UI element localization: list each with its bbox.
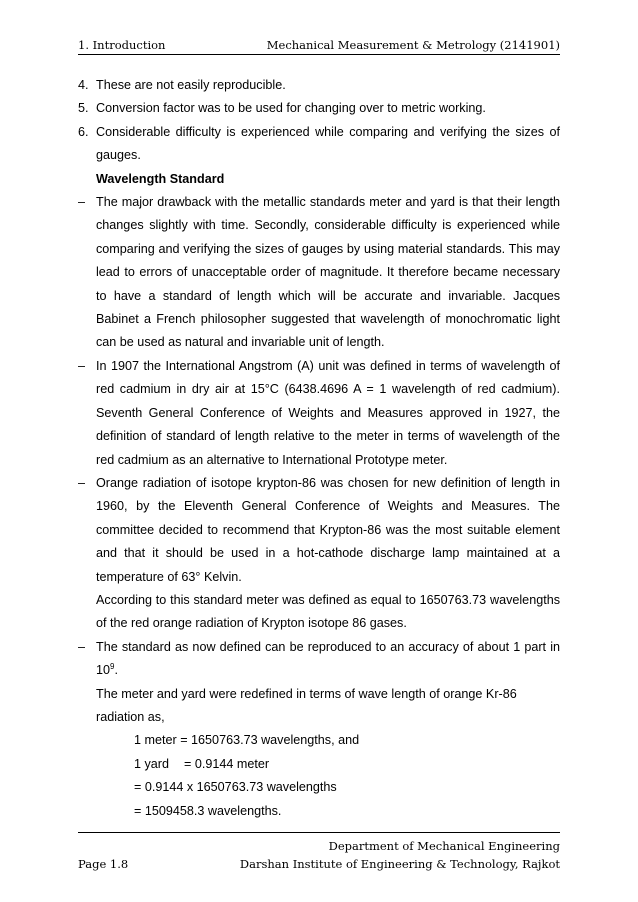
bullet-item: [78, 636, 560, 683]
dash-bullet-icon: –: [78, 358, 86, 373]
page-number: Page 1.8: [78, 857, 129, 871]
equation-yard-label: 1 yard: [134, 756, 170, 771]
dash-bullet-icon: –: [78, 475, 86, 490]
accuracy-exponent: 9: [110, 661, 115, 671]
bullet-text: In 1907 the International Angstrom (A) unit was defined in terms of wavelength of red cadmium in dry air at 15°C (6438.4696 A = 1 wavelength of red cadmium). Seventh General Conference of Weights and Measures approved in 1927, the definition of standard of length relative to the meter in terms of wavelength of the red cadmium as an alternative to International Prototype meter.: [96, 358, 560, 467]
dash-bullet-icon: –: [78, 639, 86, 654]
bullet-item: [78, 191, 560, 355]
list-number: 5.: [78, 101, 89, 116]
list-item: [78, 97, 560, 120]
list-item: [78, 121, 560, 168]
page-footer: [78, 832, 560, 873]
equation-meter: 1 meter = 1650763.73 wavelengths, and: [134, 733, 360, 748]
accuracy-text-end: .: [114, 663, 118, 678]
bullet-text: [96, 636, 560, 683]
equation-yard-value: = 0.9144 meter: [184, 756, 270, 771]
equation-result: = 1509458.3 wavelengths.: [134, 803, 282, 818]
list-number: 4.: [78, 78, 89, 92]
department-name: Department of Mechanical Engineering: [328, 839, 560, 853]
section-heading: Wavelength Standard: [96, 171, 225, 186]
bullet-item: [78, 355, 560, 472]
continuation-paragraph: According to this standard meter was defined as equal to 1650763.73 wavelengths of the red orange radiation of Krypton isotope 86 gases.: [96, 592, 560, 631]
dash-bullet-icon: –: [78, 195, 86, 210]
equation-yard: [78, 753, 560, 776]
chapter-title: 1. Introduction: [78, 38, 166, 52]
redefinition-line: The meter and yard were redefined in terms of wave length of orange Kr-86 radiation as,: [96, 686, 517, 724]
institute-name: Darshan Institute of Engineering & Technology, Rajkot: [239, 857, 560, 871]
list-item-text: These are not easily reproducible.: [96, 78, 286, 92]
course-title: Mechanical Measurement & Metrology (2141901): [266, 38, 560, 52]
list-number: 6.: [78, 124, 89, 139]
equation-step: = 0.9144 x 1650763.73 wavelengths: [134, 780, 337, 795]
list-item-text: Conversion factor was to be used for changing over to metric working.: [96, 101, 486, 116]
accuracy-text: The standard as now defined can be reproduced to an accuracy of about 1 part in 10: [96, 639, 560, 678]
page-body: [78, 74, 560, 823]
bullet-text: The major drawback with the metallic standards meter and yard is that their length changes slightly with time. Secondly, considerable difficulty is experienced while comparing and verifying the sizes of gauges by using material standards. This may lead to errors of unacceptable order of magnitude. It therefore became necessary to have a standard of length which will be accurate and invariable. Jacques Babinet a French philosopher suggested that wavelength of monochromatic light can be used as natural and invariable unit of length.: [96, 195, 560, 350]
page-header: [78, 36, 560, 55]
bullet-text: Orange radiation of isotope krypton-86 was chosen for new definition of length in 1960, by the Eleventh General Conference of Weights and Measures. The committee decided to recommend that Krypton-86 was the most suitable element and that it should be used in a hot-cathode discharge lamp maintained at a temperature of 63° Kelvin.: [96, 475, 560, 584]
bullet-item: [78, 472, 560, 589]
list-item-text: Considerable difficulty is experienced while comparing and verifying the sizes of gauges.: [96, 124, 560, 163]
list-item: [78, 74, 560, 97]
